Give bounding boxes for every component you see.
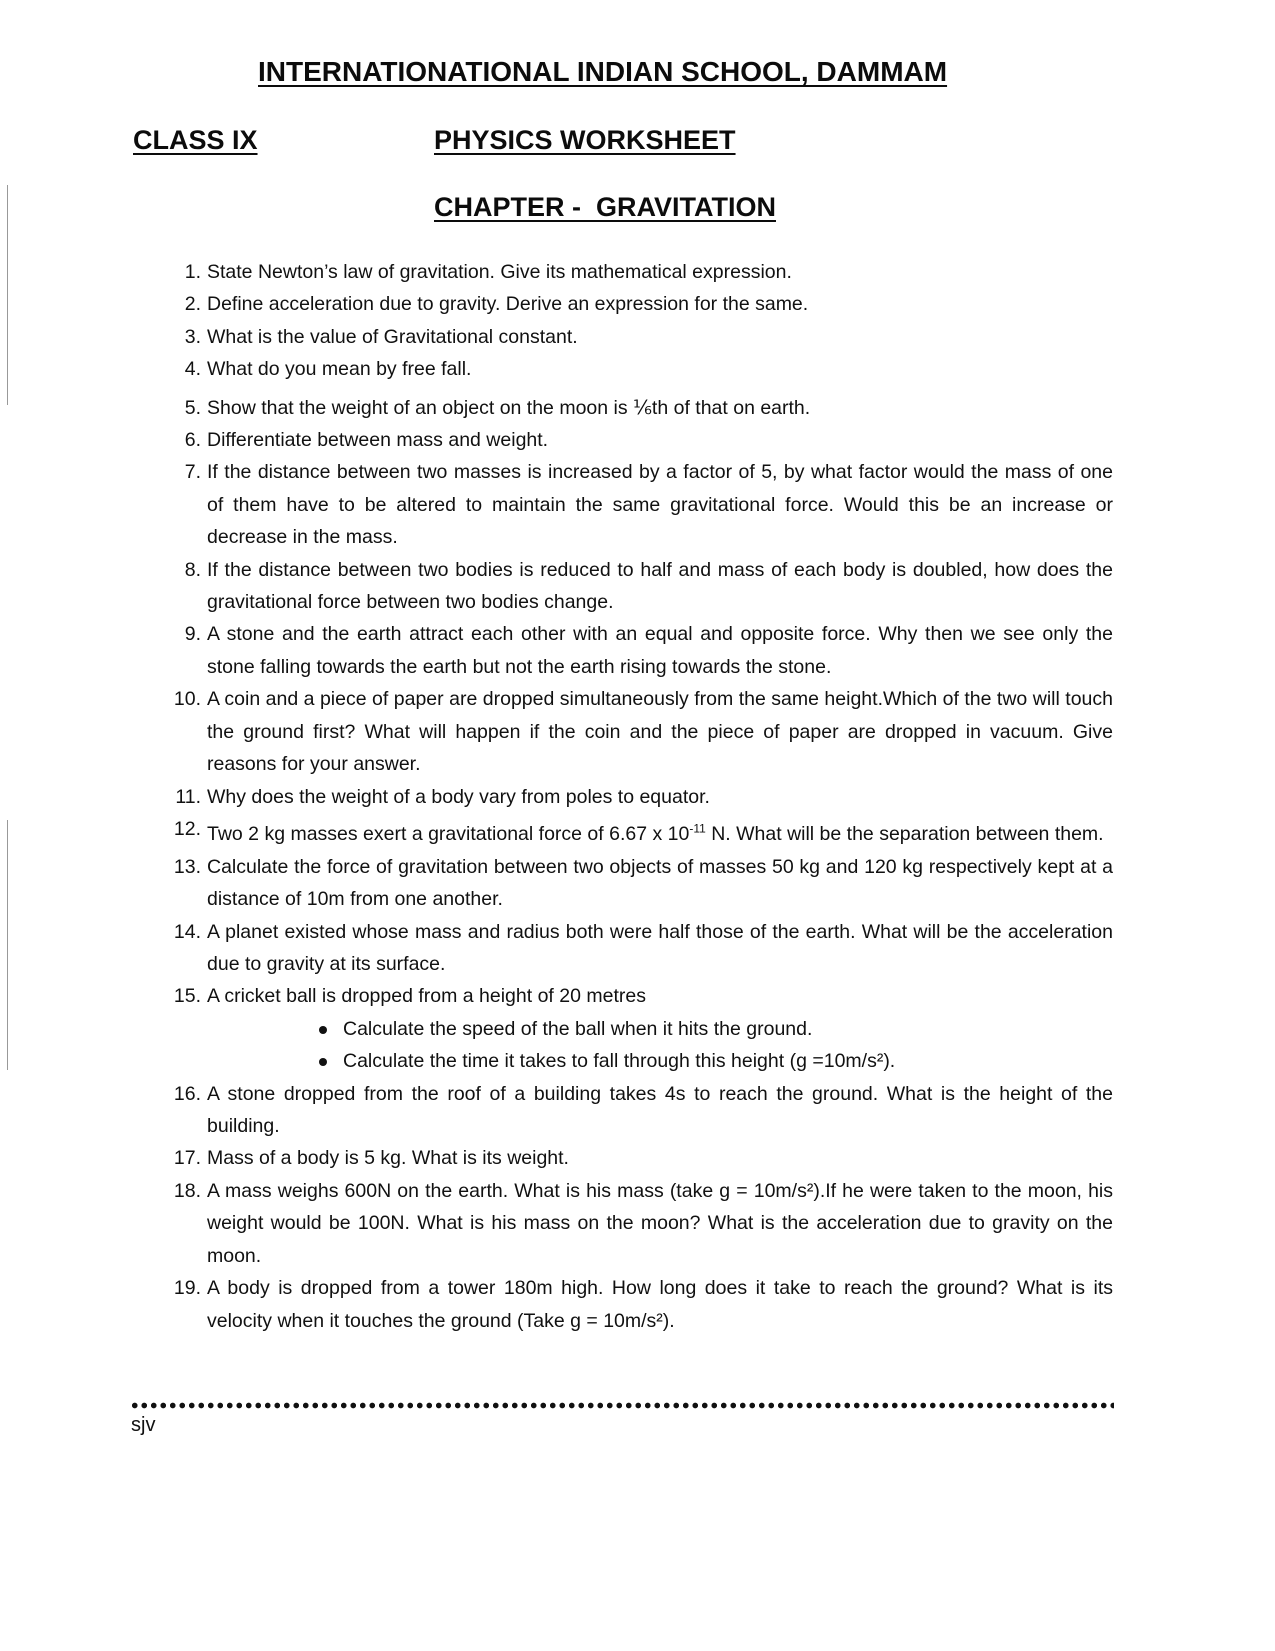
- question-item: [163, 916, 1113, 981]
- question-text: If the distance between two masses is increased by a factor of 5, by what factor would the mass of one of them have to be altered to maintain the same gravitational force. Would this be an increase or decrease in the mass.: [207, 461, 1113, 549]
- question-number: 11.: [175, 785, 201, 808]
- question-text: Mass of a body is 5 kg. What is its weight.: [207, 1147, 569, 1170]
- question-text: Why does the weight of a body vary from poles to equator.: [207, 785, 710, 808]
- question-text: A stone and the earth attract each other with an equal and opposite force. Why then we see only the stone falling towards the earth but not the earth rising towards the stone.: [207, 623, 1113, 678]
- question-text: Calculate the force of gravitation between two objects of masses 50 kg and 120 kg respectively kept at a distance of 10m from one another.: [207, 855, 1113, 911]
- question-text-part: Two 2 kg masses exert a gravitational force of 6.67 x 10: [207, 823, 690, 846]
- question-number: 9.: [184, 623, 201, 646]
- question-text: Define acceleration due to gravity. Derive an expression for the same.: [207, 293, 809, 316]
- question-text: A mass weighs 600N on the earth. What is his mass (take g = 10m/s²).If he were taken to the moon, his weight would be 100N. What is his mass on the moon? What is the acceleration due to gravity on the moon.: [207, 1179, 1113, 1267]
- question-number: 10.: [173, 688, 201, 711]
- question-text: A cricket ball is dropped from a height of 20 metres: [207, 985, 646, 1008]
- question-number: 1.: [184, 261, 201, 283]
- question-number: 8.: [184, 558, 201, 581]
- question-item: [163, 781, 1113, 813]
- question-item: [163, 1175, 1113, 1272]
- question-item: [163, 618, 1113, 683]
- question-text: Show that the weight of an object on the moon is ⅙th of that on earth.: [207, 396, 811, 419]
- question-text-part: N. What will be the separation between them.: [705, 823, 1104, 846]
- question-number: 5.: [184, 396, 201, 419]
- question-number: 4.: [184, 358, 201, 381]
- sub-question-item: Calculate the speed of the ball when it hits the ground.: [319, 1013, 1113, 1045]
- question-item: [163, 813, 1113, 851]
- question-number: 18.: [173, 1179, 201, 1202]
- question-text: A planet existed whose mass and radius both were half those of the earth. What will be the acceleration due to gravity at its surface.: [207, 920, 1113, 976]
- question-text: What is the value of Gravitational constant.: [207, 325, 578, 348]
- chapter-title: CHAPTER - GRAVITATION: [434, 192, 776, 222]
- question-item: [163, 554, 1113, 619]
- school-name: INTERNATIONATIONAL INDIAN SCHOOL, DAMMAM: [258, 56, 948, 87]
- question-text: A body is dropped from a tower 180m high. How long does it take to reach the ground? What is its velocity when it touches the ground (Take g = 10m/s²).: [207, 1277, 1113, 1332]
- question-number: 12.: [173, 817, 201, 840]
- question-item: [163, 1142, 1113, 1174]
- question-item: [163, 980, 1113, 1077]
- question-item: [163, 683, 1113, 780]
- question-item: [163, 353, 1113, 385]
- question-number: 7.: [184, 461, 201, 484]
- scan-edge-mark: [7, 185, 8, 405]
- question-text: Differentiate between mass and weight.: [207, 429, 549, 452]
- question-number: 19.: [173, 1277, 201, 1300]
- question-item: [163, 1078, 1113, 1143]
- question-item: [163, 321, 1113, 353]
- question-text: [207, 823, 1104, 845]
- question-item: [163, 256, 1113, 288]
- question-item: [163, 1272, 1113, 1337]
- question-number: 6.: [184, 429, 201, 452]
- question-item: [163, 851, 1113, 916]
- question-number: 14.: [173, 920, 201, 943]
- sub-question-list: [207, 1013, 1113, 1078]
- scan-edge-mark: [7, 820, 8, 1070]
- question-number: 2.: [184, 293, 201, 316]
- question-text: A coin and a piece of paper are dropped simultaneously from the same height.Which of the two will touch the ground first? What will happen if the coin and the piece of paper are dropped in vacuum. Give reasons for your answer.: [207, 688, 1113, 776]
- question-item: [163, 288, 1113, 320]
- dotted-separator: [130, 1401, 1114, 1410]
- worksheet-title: PHYSICS WORKSHEET: [434, 125, 736, 155]
- sub-question-item: Calculate the time it takes to fall through this height (g =10m/s²).: [319, 1045, 1113, 1077]
- question-text: What do you mean by free fall.: [207, 358, 472, 381]
- exponent: -11: [689, 821, 706, 836]
- question-item: [163, 456, 1113, 553]
- question-text: If the distance between two bodies is reduced to half and mass of each body is doubled, how does the gravitational force between two bodies change.: [207, 558, 1113, 614]
- question-number: 17.: [173, 1147, 201, 1170]
- question-number: 13.: [173, 855, 201, 878]
- question-item: [163, 424, 1113, 456]
- question-item: [163, 392, 1113, 424]
- question-number: 16.: [173, 1082, 201, 1105]
- class-label: CLASS IX: [133, 125, 258, 155]
- author-initials: sjv: [131, 1414, 156, 1436]
- question-list: [163, 256, 1113, 1337]
- question-number: 3.: [184, 325, 201, 348]
- question-text: State Newton’s law of gravitation. Give its mathematical expression.: [207, 261, 792, 283]
- question-number: 15.: [173, 985, 201, 1008]
- question-text: A stone dropped from the roof of a building takes 4s to reach the ground. What is the height of the building.: [207, 1082, 1113, 1138]
